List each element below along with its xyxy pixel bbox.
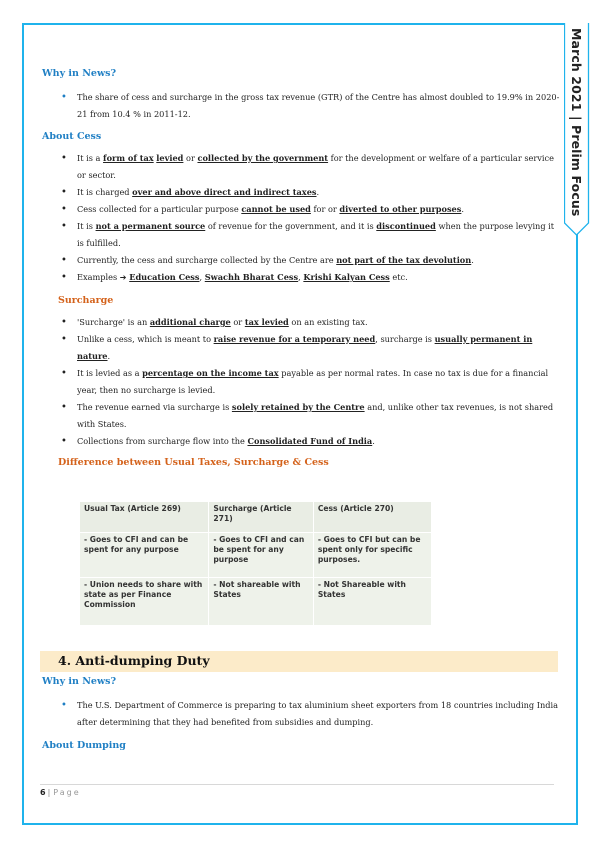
list-item (42, 269, 560, 286)
table-row (80, 578, 432, 626)
emphasis: Consolidated Fund of India (247, 436, 373, 446)
text: The revenue earned via surcharge is (77, 402, 232, 412)
emphasis: not part of the tax devolution (336, 255, 472, 265)
table-cell: - Goes to CFI and can be spent for any purpose (80, 533, 209, 578)
text: or (230, 317, 245, 327)
list-item (42, 365, 560, 399)
why-in-news-list-2 (42, 697, 560, 731)
text: . (107, 351, 111, 361)
table-header-cell: Surcharge (Article 271) (209, 502, 313, 533)
table-header-row (80, 502, 432, 533)
emphasis: tax levied (244, 317, 289, 327)
section4-content (42, 676, 560, 751)
emphasis: not a permanent source (95, 221, 206, 231)
page-number: 6 (40, 788, 46, 797)
text: of revenue for the government, and it is (205, 221, 377, 231)
text: when the purpose levying it is fulfilled. (77, 221, 555, 248)
emphasis: discontinued (376, 221, 436, 231)
text: for the development or welfare of a particular service or sector. (77, 153, 554, 180)
text: Currently, the cess and surcharge collected by the Centre are (77, 255, 337, 265)
emphasis: over and above direct and indirect taxes (132, 187, 317, 197)
list-item (42, 89, 560, 123)
about-cess-list (42, 150, 560, 286)
comparison-table (80, 502, 432, 626)
emphasis: levied (156, 153, 184, 163)
footer-divider (40, 784, 554, 785)
text: or (183, 153, 198, 163)
table-cell: - Goes to CFI but can be spent only for specific purposes. (313, 533, 431, 578)
emphasis: Education Cess (129, 272, 200, 282)
list-item (42, 150, 560, 184)
list-item (42, 697, 560, 731)
why-in-news-heading: Why in News? (42, 68, 117, 79)
section-title: 4. Anti-dumping Duty (58, 653, 210, 668)
list-item (42, 184, 560, 201)
text: Cess collected for a particular purpose (77, 204, 242, 214)
emphasis: usually permanent in nature (77, 334, 533, 361)
list-item (42, 399, 560, 433)
text: and, unlike other tax revenues, is not shared with States. (77, 402, 554, 429)
about-cess-heading: About Cess (42, 131, 102, 142)
list-item (42, 331, 560, 365)
emphasis: cannot be used (241, 204, 311, 214)
text: It is charged (77, 187, 133, 197)
list-item (42, 218, 560, 252)
emphasis: additional charge (149, 317, 231, 327)
text: etc. (389, 272, 408, 282)
table-cell: - Not Shareable with States (313, 578, 431, 626)
text: Collections from surcharge flow into the (77, 436, 248, 446)
text: It is (77, 221, 96, 231)
text: It is a (77, 153, 104, 163)
text: . (316, 187, 320, 197)
text: payable as per normal rates. In case no tax is due for a financial year, then no surcharge is levied. (77, 368, 549, 395)
emphasis: solely retained by the Centre (231, 402, 365, 412)
table-cell: - Not shareable with States (209, 578, 313, 626)
text: It is levied as a (77, 368, 143, 378)
text: Unlike a cess, which is meant to (77, 334, 214, 344)
text: for or (310, 204, 340, 214)
why-in-news-heading-2: Why in News? (42, 676, 117, 687)
emphasis: form of tax (103, 153, 154, 163)
table-row (80, 533, 432, 578)
text: Examples ➔ (77, 272, 130, 282)
text: , (199, 272, 205, 282)
surcharge-heading: Surcharge (58, 295, 114, 306)
footer-separator: | (47, 788, 51, 797)
emphasis: collected by the government (197, 153, 329, 163)
page-content (42, 60, 560, 468)
why-in-news-list (42, 89, 560, 123)
text: . (372, 436, 375, 446)
page-footer (40, 788, 81, 797)
about-dumping-heading: About Dumping (42, 740, 126, 751)
list-item-text: The U.S. Department of Commerce is preparing to tax aluminium sheet exporters from 18 countries including India after determining that they had benefited from subsidies and dumping. (77, 700, 558, 727)
emphasis: Krishi Kalyan Cess (303, 272, 390, 282)
list-item (42, 201, 560, 218)
emphasis: diverted to other purposes (339, 204, 462, 214)
table-header-cell: Usual Tax (Article 269) (80, 502, 209, 533)
table-header-cell: Cess (Article 270) (313, 502, 431, 533)
page-label: Page (53, 788, 81, 797)
list-item (42, 433, 560, 450)
text: . (461, 204, 464, 214)
text: , surcharge is (375, 334, 435, 344)
table-cell: - Goes to CFI and can be spent for any purpose (209, 533, 313, 578)
list-item (42, 314, 560, 331)
list-item-text: The share of cess and surcharge in the gross tax revenue (GTR) of the Centre has almost doubled to 19.9% in 2020-21 from 10.4 % in 2011-12. (77, 92, 560, 119)
emphasis: Swachh Bharat Cess (204, 272, 299, 282)
side-tab-label: March 2021 | Prelim Focus (569, 28, 584, 217)
text: . (471, 255, 474, 265)
list-item (42, 252, 560, 269)
text: on an existing tax. (288, 317, 368, 327)
emphasis: raise revenue for a temporary need (213, 334, 376, 344)
difference-heading: Difference between Usual Taxes, Surcharge & Cess (58, 457, 329, 468)
text: 'Surcharge' is an (77, 317, 150, 327)
text: , (298, 272, 304, 282)
surcharge-list (42, 314, 560, 450)
emphasis: percentage on the income tax (142, 368, 279, 378)
table-cell: - Union needs to share with state as per Finance Commission (80, 578, 209, 626)
